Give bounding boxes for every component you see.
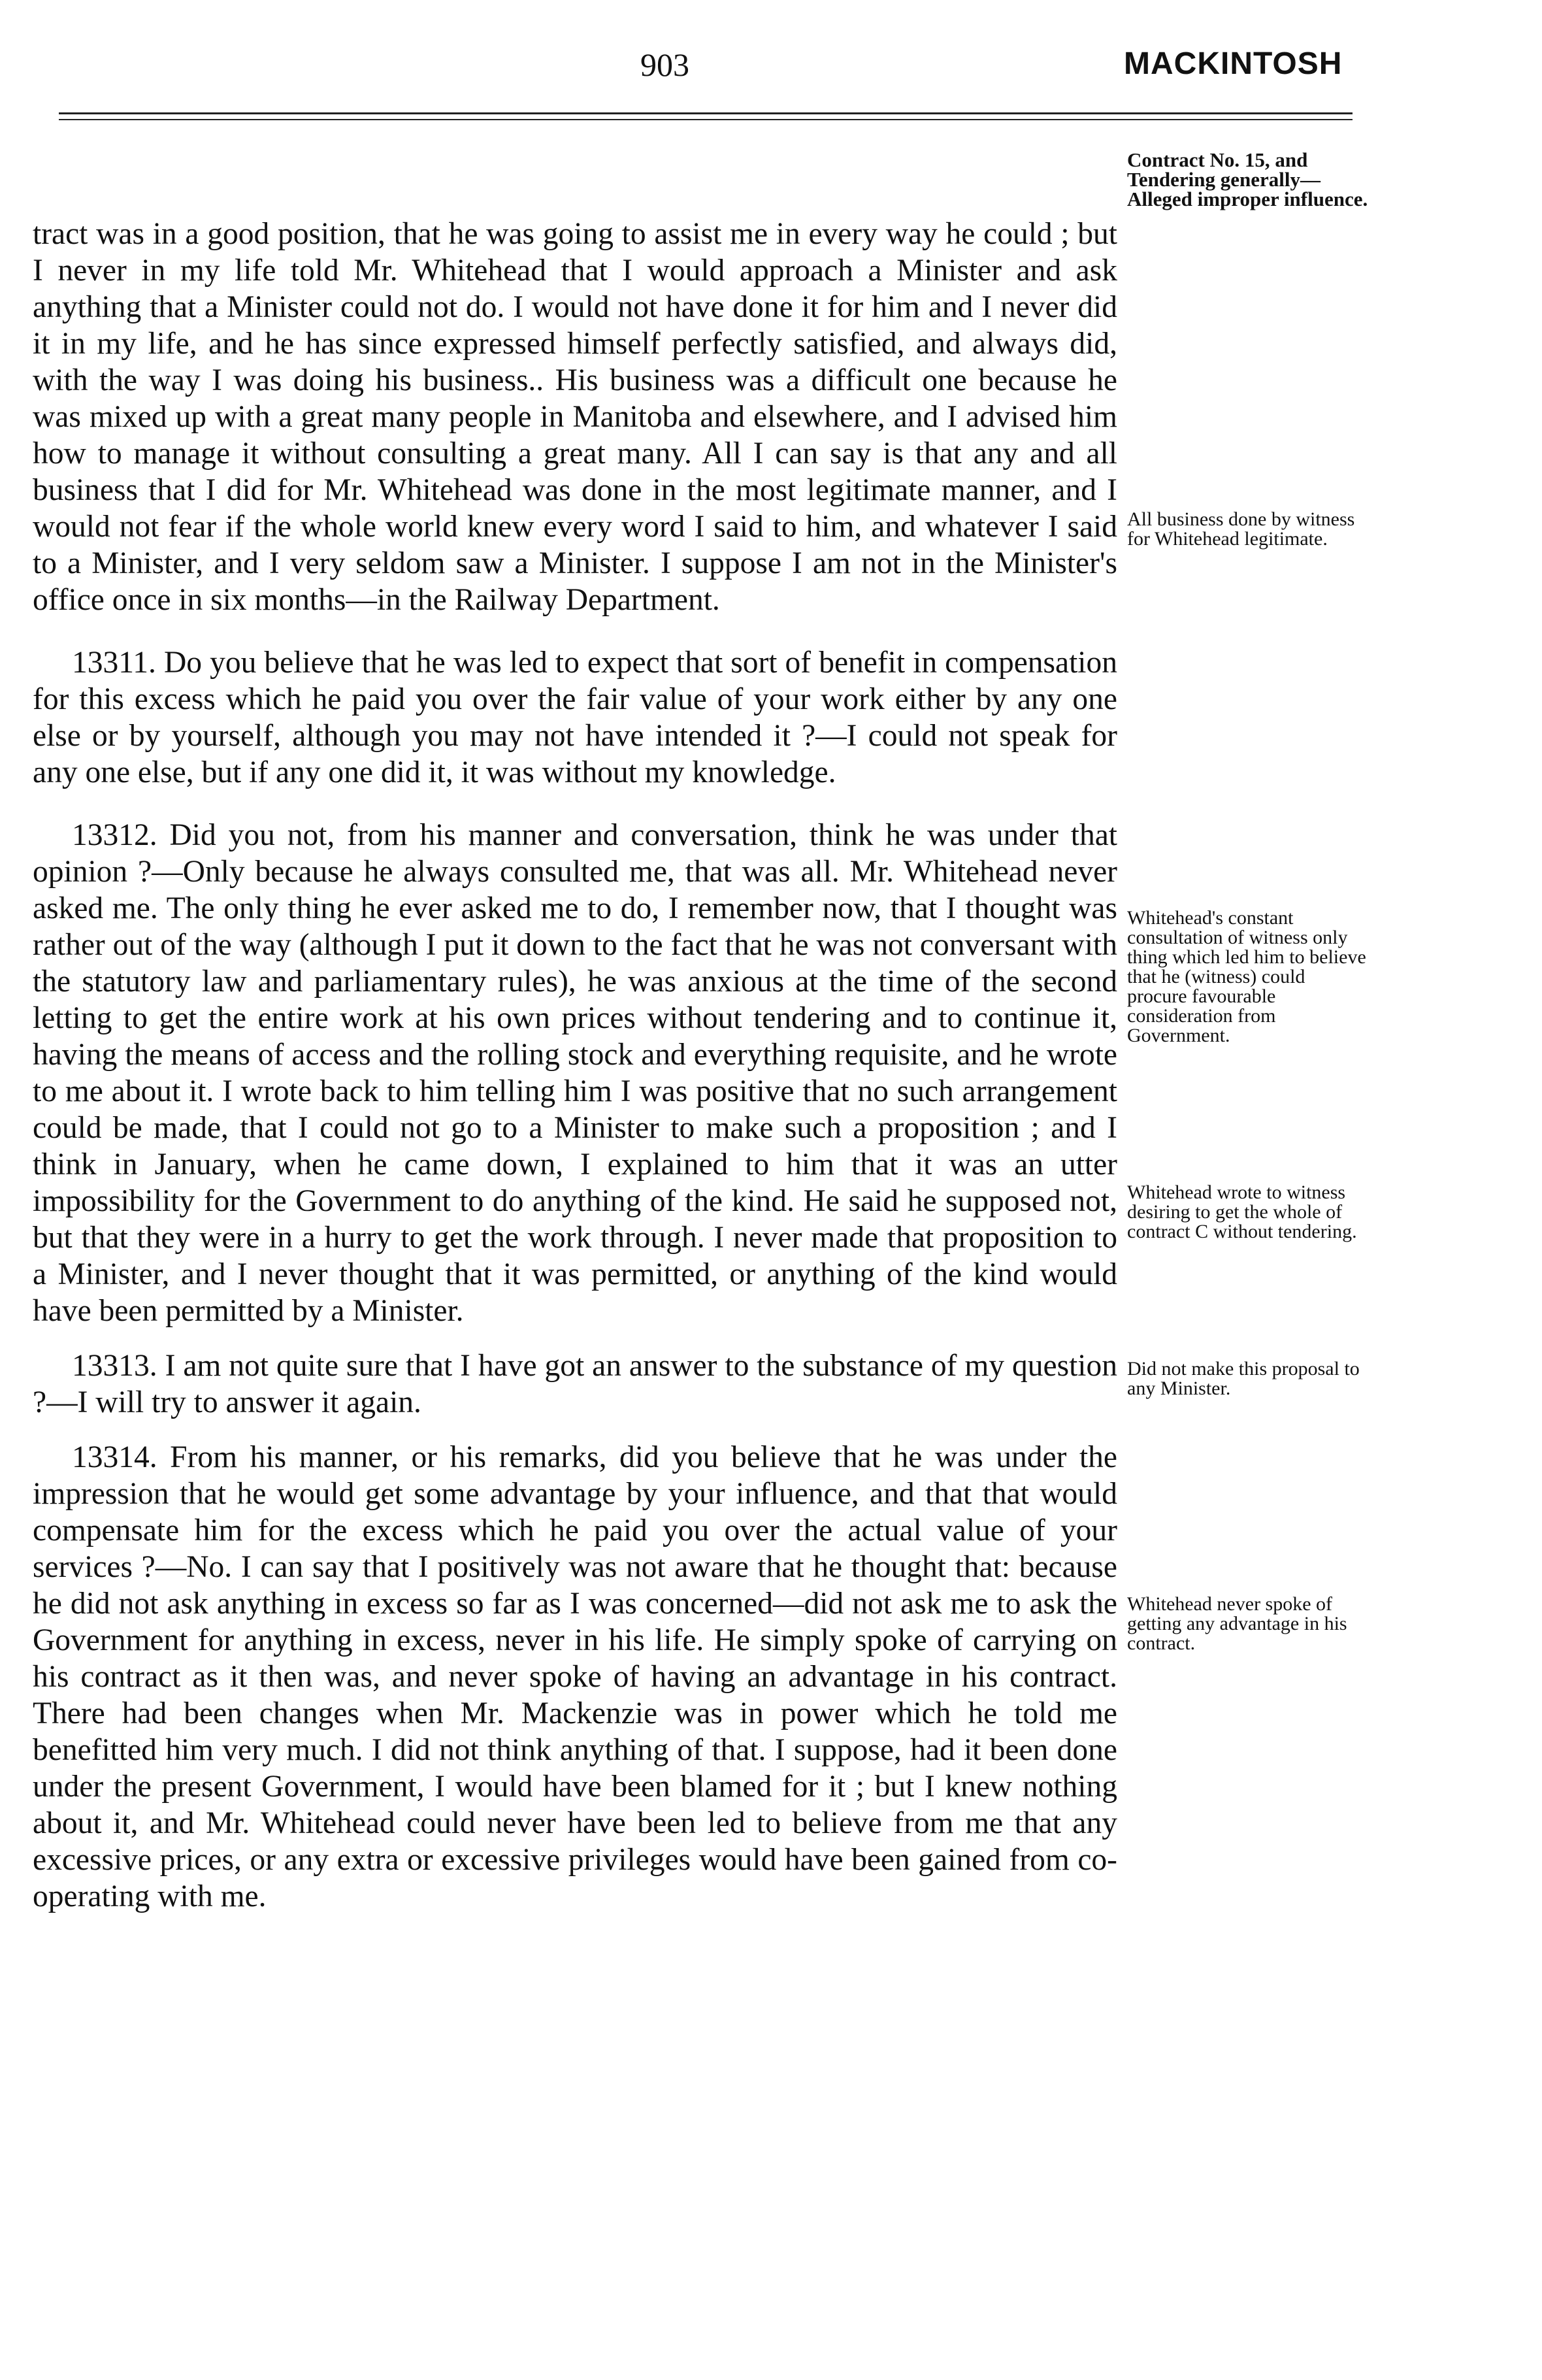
margin-note-wrote: Whitehead wrote to witness desiring to get the whole of contract C without tendering. — [1127, 1182, 1357, 1242]
margin-note-advantage: Whitehead never spoke of getting any advantage in his contract. — [1127, 1593, 1347, 1654]
paragraph-continuation: tract was in a good position, that he was going to assist me in every way he could ; but I never in my life told Mr. Whitehead that I would approach a Minister and ask anything that a Minister could not do. I would not have done it for him and I never did it in my life, and he has since expressed himself perfectly satisfied, and always did, with the way I was doing his business.. His business was a difficult one because he was mixed up with a great many people in Manitoba and elsewhere, and I advised him how to manage it without consulting a great many. All I can say is that any and all business that I did for Mr. Whitehead was done in the most legitimate manner, and I would not fear if the whole world knew every word I said to him, and whatever I said to a Minister, and I very seldom saw a Minister. I suppose I am not in the Minister's office once in six months—in the Railway Department. — [33, 217, 1117, 617]
page-header — [0, 46, 1542, 91]
margin-note-contract: Contract No. 15, and Tendering generally— Alleged improper influence. — [1127, 148, 1368, 210]
running-head: MACKINTOSH — [1124, 46, 1343, 81]
page-number: 903 — [640, 46, 689, 83]
main-text-column — [33, 216, 1117, 1933]
margin-note-consultation: Whitehead's constant consultation of witness only thing which led him to believe that he (witness) could procure favourable consideration from Government. — [1127, 907, 1366, 1046]
margin-note-legitimate: All business done by witness for Whitehead legitimate. — [1127, 508, 1355, 550]
paragraph-13311: 13311. Do you believe that he was led to expect that sort of benefit in compensation for this excess which he paid you over the fair value of your work either by any one else or by yourself, although you may not have intended it ?—I could not speak for any one else, but if any one did it, it was without my knowledge. — [33, 646, 1117, 789]
header-rule-top — [59, 112, 1353, 114]
paragraph-13312: 13312. Did you not, from his manner and conversation, think he was under that opinion ?—Only because he always consulted me, that was all. Mr. Whitehead never asked me. The only thing he ever asked me to do, I remember now, that I thought was rather out of the way (although I put it down to the fact that he was not conversant with the statutory law and parliamentary rules), he was anxious at the time of the second letting to get the entire work at his own prices without tendering and to continue it, having the means of access and the rolling stock and everything requisite, and he wrote to me about it. I wrote back to him telling him I was positive that no such arrangement could be made, that I could not go to a Minister to make such a proposition ; and I think in January, when he came down, I explained to him that it was an utter impossibility for the Government to do anything of the kind. He said he supposed not, but that they were in a hurry to get the work through. I never made that proposition to a Minister, and I never thought that it was permitted, or anything of the kind would have been permitted by a Minister. — [33, 818, 1117, 1328]
paragraph-13314: 13314. From his manner, or his remarks, did you believe that he was under the impression that he would get some advantage by your influence, and that that would compensate him for the excess which he paid you over the actual value of your services ?—No. I can say that I positively was not aware that he thought that: because he did not ask anything in excess so far as I was concerned—did not ask me to ask the Government for anything in excess, never in his life. He simply spoke of carrying on his contract as it then was, and never spoke of having an advantage in his contract. There had been changes when Mr. Mackenzie was in power which he told me benefitted him very much. I did not think anything of that. I suppose, had it been done under the present Government, I would have been blamed for it ; but I knew nothing about it, and Mr. Whitehead could never have been led to believe from me that any excessive prices, or any extra or excessive privileges would have been gained from co-operating with me. — [33, 1440, 1117, 1913]
margin-note-proposal: Did not make this proposal to any Minister. — [1127, 1358, 1360, 1399]
paragraph-13313: 13313. I am not quite sure that I have got an answer to the substance of my question ?—I will try to answer it again. — [33, 1349, 1117, 1419]
header-rule-bottom — [59, 119, 1353, 120]
